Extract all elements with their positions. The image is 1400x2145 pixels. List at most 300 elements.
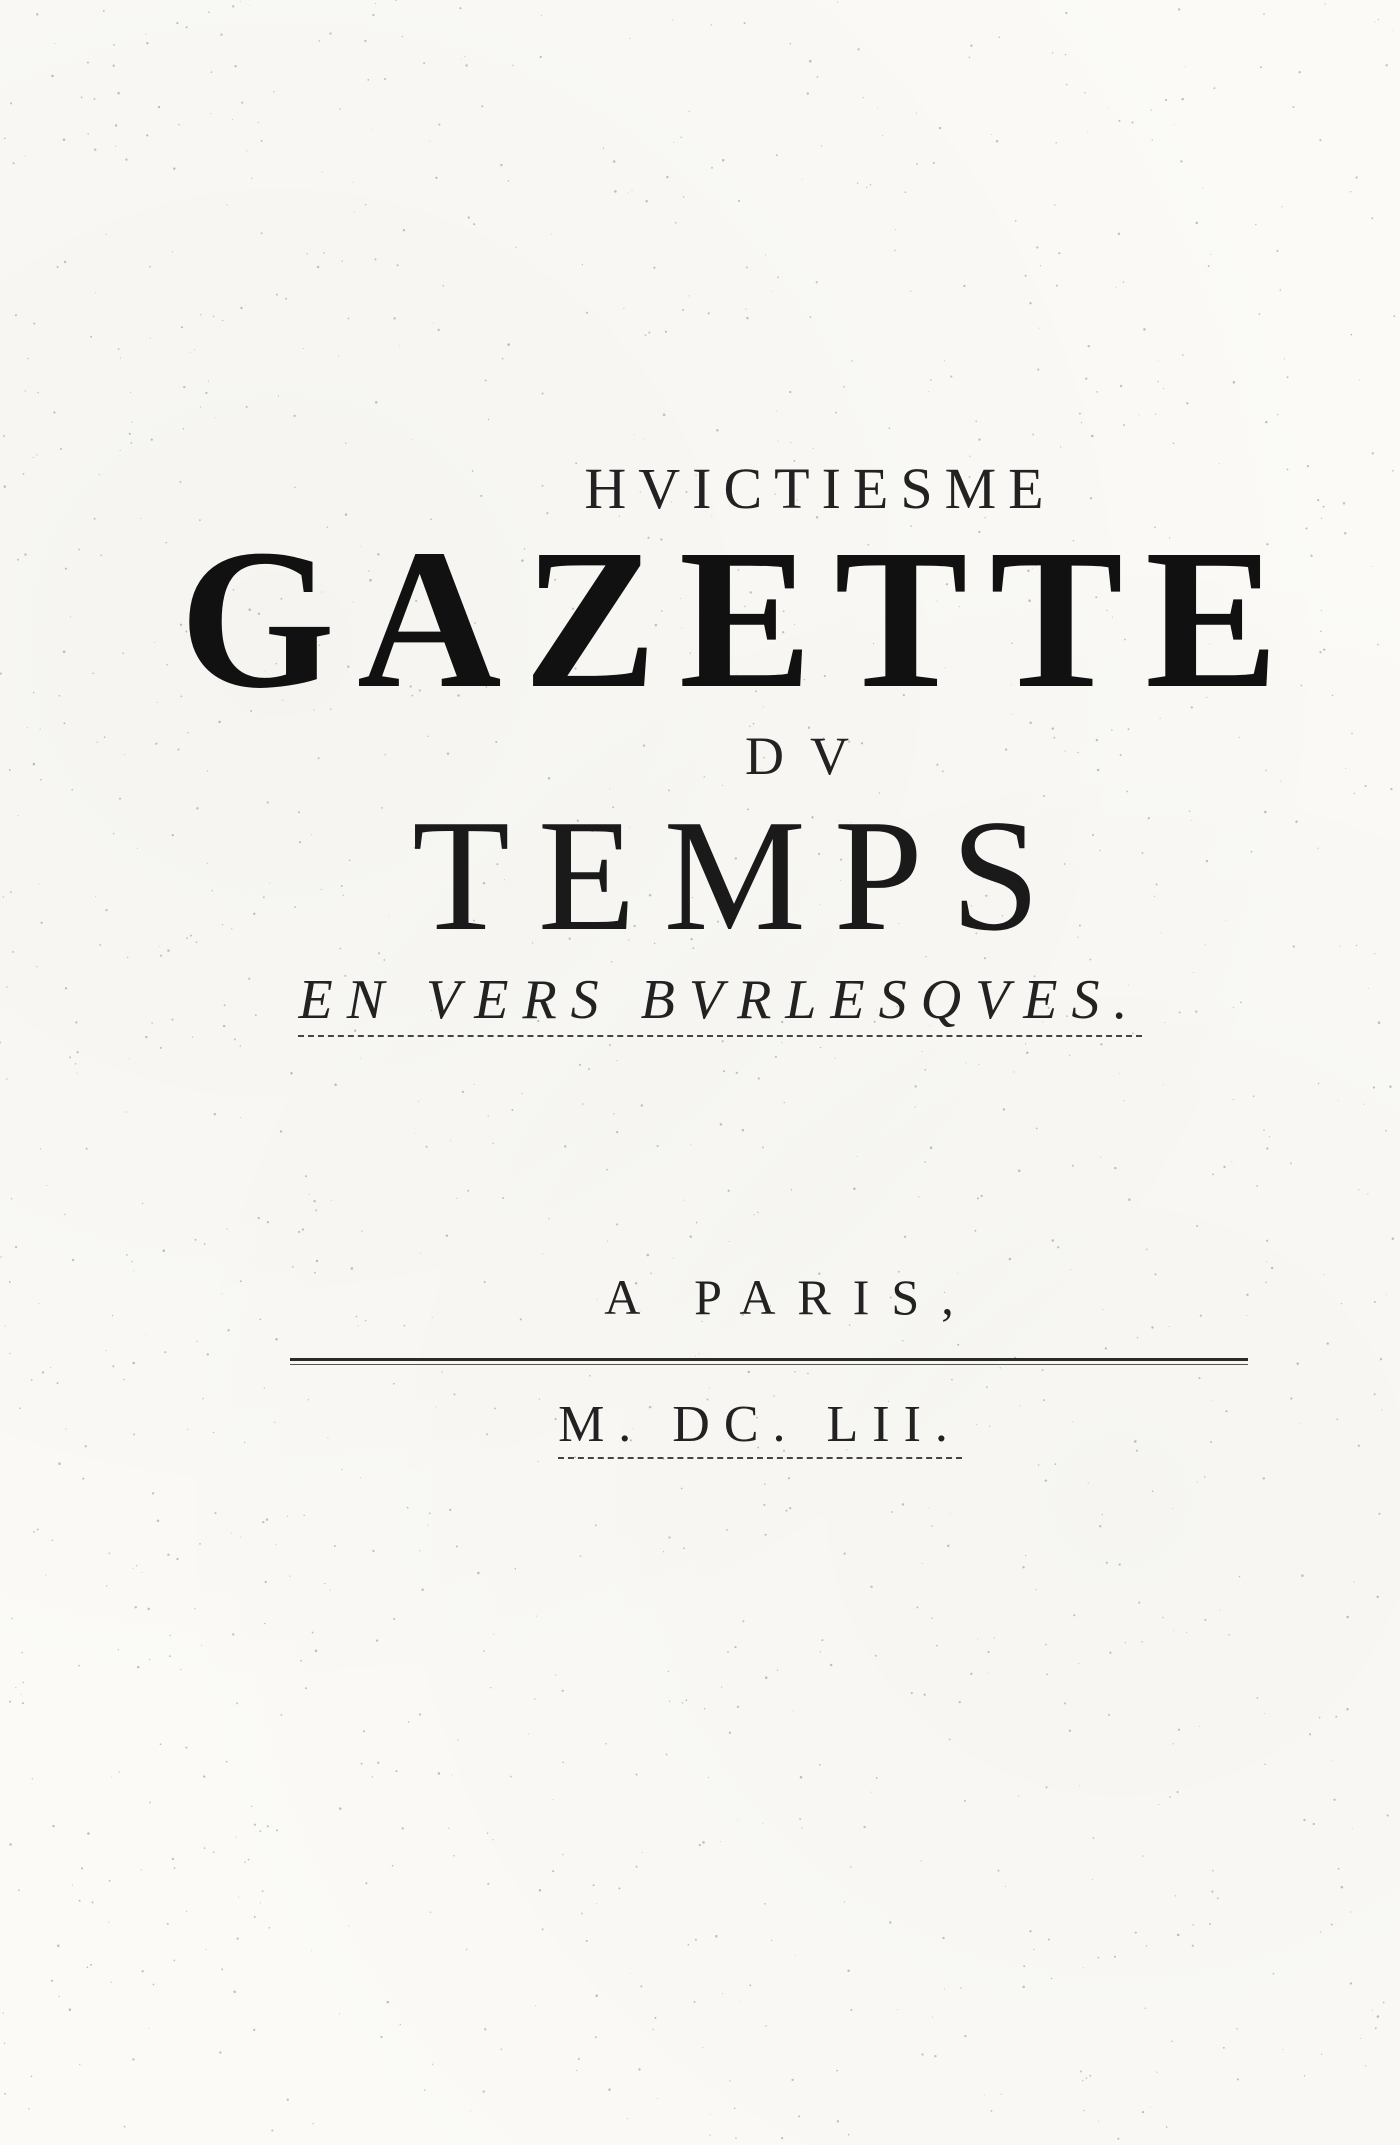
paper-speckle — [319, 40, 321, 42]
paper-speckle — [1276, 250, 1278, 252]
paper-speckle — [1005, 1886, 1006, 1887]
paper-speckle — [1196, 1225, 1198, 1227]
paper-speckle — [977, 1197, 979, 1199]
paper-speckle — [1145, 2008, 1146, 2009]
paper-speckle — [323, 252, 325, 254]
paper-speckle — [534, 1699, 535, 1700]
paper-speckle — [132, 1261, 133, 1262]
paper-speckle — [931, 1525, 933, 1527]
paper-speckle — [727, 1651, 729, 1653]
paper-speckle — [699, 1353, 700, 1354]
paper-speckle — [875, 1655, 877, 1657]
paper-speckle — [1018, 1170, 1021, 1173]
paper-speckle — [1156, 2071, 1157, 2072]
paper-speckle — [1118, 233, 1120, 235]
paper-speckle — [666, 176, 668, 178]
paper-speckle — [742, 1620, 744, 1622]
paper-speckle — [266, 1518, 268, 1520]
paper-speckle — [1325, 3, 1326, 4]
main-title: GAZETTE — [179, 509, 1301, 730]
paper-speckle — [456, 1198, 457, 1199]
paper-speckle — [372, 1776, 373, 1777]
paper-speckle — [1233, 381, 1236, 384]
paper-speckle — [1178, 1729, 1180, 1731]
paper-speckle — [605, 1743, 607, 1745]
paper-speckle — [994, 1637, 995, 1638]
paper-speckle — [1119, 1073, 1120, 1074]
paper-speckle — [1313, 1823, 1315, 1825]
paper-speckle — [789, 391, 791, 393]
paper-speckle — [1319, 1717, 1321, 1719]
paper-speckle — [145, 33, 146, 34]
paper-speckle — [837, 2120, 839, 2122]
paper-speckle — [978, 1064, 979, 1065]
paper-speckle — [931, 1617, 932, 1618]
paper-speckle — [1155, 414, 1156, 415]
paper-speckle — [63, 722, 65, 724]
paper-speckle — [262, 1521, 264, 1523]
paper-speckle — [427, 1524, 428, 1525]
paper-speckle — [220, 33, 222, 35]
paper-speckle — [668, 1536, 670, 1538]
paper-speckle — [31, 1379, 33, 1381]
paper-speckle — [236, 1702, 238, 1704]
paper-speckle — [603, 148, 604, 149]
paper-speckle — [213, 1851, 215, 1853]
paper-speckle — [124, 2126, 126, 2128]
paper-speckle — [1033, 1949, 1034, 1950]
paper-speckle — [372, 128, 373, 129]
paper-speckle — [1393, 30, 1394, 31]
paper-speckle — [618, 1887, 620, 1889]
paper-speckle — [1350, 1911, 1351, 1912]
paper-speckle — [1039, 328, 1040, 329]
paper-speckle — [125, 158, 127, 160]
paper-speckle — [23, 1682, 25, 1684]
paper-speckle — [334, 1084, 337, 1087]
paper-speckle — [502, 1197, 504, 1199]
paper-speckle — [470, 2110, 471, 2111]
paper-speckle — [916, 1606, 918, 1608]
paper-speckle — [36, 13, 38, 15]
paper-speckle — [562, 1854, 563, 1855]
paper-speckle — [928, 1507, 929, 1508]
paper-speckle — [208, 11, 210, 13]
paper-speckle — [728, 1190, 730, 1192]
paper-speckle — [1046, 1674, 1048, 1676]
paper-speckle — [438, 124, 440, 126]
paper-speckle — [951, 1379, 953, 1381]
paper-speckle — [1335, 1716, 1337, 1718]
paper-speckle — [372, 1550, 374, 1552]
paper-speckle — [1303, 1819, 1305, 1821]
paper-speckle — [862, 97, 863, 98]
subtitle-text: EN VERS BVRLESQVES. — [298, 969, 1141, 1037]
paper-speckle — [127, 957, 128, 958]
paper-speckle — [57, 1945, 60, 1948]
paper-speckle — [801, 1827, 802, 1828]
paper-speckle — [647, 1254, 650, 1257]
paper-speckle — [315, 1650, 318, 1653]
paper-speckle — [149, 266, 151, 268]
paper-speckle — [1320, 1931, 1321, 1932]
paper-speckle — [746, 317, 748, 319]
paper-speckle — [415, 1133, 416, 1134]
paper-speckle — [361, 1230, 362, 1231]
paper-speckle — [922, 1051, 923, 1052]
paper-speckle — [312, 1632, 314, 1634]
paper-speckle — [836, 2070, 838, 2072]
paper-speckle — [1260, 66, 1262, 68]
paper-speckle — [214, 1113, 216, 1115]
paper-speckle — [192, 1036, 193, 1037]
paper-speckle — [672, 19, 673, 20]
paper-speckle — [987, 1651, 989, 1653]
paper-speckle — [722, 1993, 723, 1994]
paper-speckle — [1087, 131, 1088, 132]
paper-speckle — [1385, 1130, 1387, 1132]
paper-speckle — [492, 1839, 493, 1840]
paper-speckle — [735, 2137, 737, 2139]
paper-speckle — [1089, 959, 1091, 961]
paper-speckle — [432, 2064, 433, 2065]
paper-speckle — [464, 56, 465, 57]
paper-speckle — [740, 2002, 741, 2003]
paper-speckle — [548, 1218, 549, 1219]
paper-speckle — [1378, 1513, 1380, 1515]
paper-speckle — [169, 1655, 171, 1657]
paper-speckle — [18, 1889, 20, 1891]
paper-speckle — [462, 1091, 464, 1093]
paper-speckle — [716, 429, 718, 431]
paper-speckle — [1174, 124, 1175, 125]
paper-speckle — [844, 1901, 845, 1902]
paper-speckle — [145, 1036, 147, 1038]
paper-speckle — [576, 2070, 577, 2071]
paper-speckle — [1051, 1978, 1053, 1980]
paper-speckle — [339, 1807, 342, 1810]
paper-speckle — [1082, 2080, 1083, 2081]
paper-speckle — [1217, 1897, 1219, 1899]
paper-speckle — [1177, 1934, 1180, 1937]
paper-speckle — [4, 2043, 5, 2044]
paper-speckle — [562, 1762, 564, 1764]
paper-speckle — [799, 1818, 801, 1820]
paper-speckle — [481, 105, 483, 107]
title-connector: DV — [745, 726, 875, 786]
paper-speckle — [894, 250, 896, 252]
paper-speckle — [1032, 434, 1034, 436]
paper-speckle — [673, 142, 674, 143]
paper-speckle — [21, 1652, 23, 1654]
paper-speckle — [380, 2036, 382, 2038]
paper-speckle — [10, 102, 12, 104]
paper-speckle — [1137, 1337, 1139, 1339]
paper-speckle — [1097, 1957, 1099, 1959]
paper-speckle — [123, 1379, 124, 1380]
paper-speckle — [200, 406, 201, 407]
paper-speckle — [722, 159, 725, 162]
paper-speckle — [684, 1200, 685, 1201]
paper-speckle — [1277, 414, 1278, 415]
paper-speckle — [552, 1870, 554, 1872]
paper-speckle — [1180, 160, 1182, 162]
paper-speckle — [1080, 2071, 1082, 2073]
paper-speckle — [902, 1340, 903, 1341]
paper-speckle — [1209, 1923, 1211, 1925]
paper-speckle — [607, 1241, 608, 1242]
paper-speckle — [348, 1925, 349, 1926]
paper-speckle — [1060, 446, 1061, 447]
paper-speckle — [58, 1462, 61, 1465]
paper-speckle — [259, 1830, 261, 1832]
paper-speckle — [367, 79, 369, 81]
paper-speckle — [174, 1960, 176, 1962]
paper-speckle — [910, 291, 911, 292]
paper-speckle — [1296, 1362, 1299, 1365]
paper-speckle — [1054, 204, 1055, 205]
paper-speckle — [400, 2024, 401, 2025]
paper-speckle — [928, 391, 929, 392]
paper-speckle — [1117, 2138, 1119, 2140]
paper-speckle — [877, 108, 878, 109]
paper-speckle — [850, 1866, 852, 1868]
paper-speckle — [237, 1938, 239, 1940]
paper-speckle — [748, 1371, 751, 1374]
paper-speckle — [764, 1903, 766, 1905]
paper-speckle — [1001, 2094, 1002, 2095]
paper-speckle — [1233, 1099, 1234, 1100]
paper-speckle — [1273, 1973, 1275, 1975]
paper-speckle — [763, 1823, 764, 1824]
paper-speckle — [1346, 1616, 1349, 1619]
paper-speckle — [210, 113, 211, 114]
paper-speckle — [1182, 354, 1184, 356]
paper-speckle — [936, 1645, 938, 1647]
paper-speckle — [1309, 1733, 1311, 1735]
paper-speckle — [1346, 1708, 1348, 1710]
paper-speckle — [709, 2134, 710, 2135]
paper-speckle — [289, 1575, 290, 1576]
paper-speckle — [1212, 1870, 1214, 1872]
paper-speckle — [1026, 1052, 1029, 1055]
paper-speckle — [3, 435, 5, 437]
paper-speckle — [876, 1777, 878, 1779]
paper-speckle — [708, 1777, 709, 1778]
paper-speckle — [807, 1373, 809, 1375]
paper-speckle — [376, 1639, 378, 1641]
paper-speckle — [474, 1084, 475, 1085]
paper-speckle — [69, 1056, 71, 1058]
paper-speckle — [788, 1477, 790, 1479]
paper-speckle — [551, 234, 552, 235]
paper-speckle — [424, 2089, 425, 2090]
paper-speckle — [429, 141, 430, 142]
paper-speckle — [132, 1362, 135, 1365]
paper-speckle — [147, 1608, 150, 1611]
paper-speckle — [1186, 402, 1188, 404]
paper-speckle — [151, 439, 153, 441]
paper-speckle — [131, 422, 132, 423]
paper-speckle — [645, 200, 647, 202]
paper-speckle — [1102, 1514, 1103, 1515]
paper-speckle — [87, 1966, 89, 1968]
paper-speckle — [1108, 1714, 1110, 1716]
paper-speckle — [1256, 1697, 1258, 1699]
paper-speckle — [680, 136, 681, 137]
paper-speckle — [45, 1575, 46, 1576]
paper-speckle — [1086, 2077, 1088, 2079]
paper-speckle — [1266, 1240, 1268, 1242]
paper-speckle — [120, 358, 121, 359]
paper-speckle — [423, 62, 425, 64]
paper-speckle — [1079, 413, 1081, 415]
paper-speckle — [1199, 1377, 1201, 1379]
paper-speckle — [682, 1702, 684, 1704]
paper-speckle — [403, 229, 405, 231]
paper-speckle — [1371, 217, 1373, 219]
paper-speckle — [1185, 66, 1186, 67]
paper-speckle — [791, 2079, 793, 2081]
paper-speckle — [850, 2009, 852, 2011]
paper-speckle — [1172, 1508, 1173, 1509]
paper-speckle — [1284, 358, 1285, 359]
paper-speckle — [669, 1701, 670, 1702]
paper-speckle — [94, 98, 96, 100]
paper-speckle — [944, 1988, 945, 1989]
paper-speckle — [246, 406, 248, 408]
paper-speckle — [360, 1058, 361, 1059]
paper-speckle — [167, 1554, 169, 1556]
paper-speckle — [395, 1770, 397, 1772]
paper-speckle — [4, 2093, 6, 2095]
paper-speckle — [9, 1353, 10, 1354]
paper-speckle — [204, 1243, 206, 1245]
paper-speckle — [645, 334, 647, 336]
paper-speckle — [456, 1546, 458, 1548]
paper-speckle — [959, 1701, 961, 1703]
paper-speckle — [449, 1509, 451, 1511]
paper-speckle — [94, 148, 96, 150]
paper-speckle — [72, 1884, 73, 1885]
paper-speckle — [934, 2055, 936, 2057]
paper-speckle — [32, 1778, 33, 1779]
paper-speckle — [1266, 1147, 1268, 1149]
paper-speckle — [365, 204, 367, 206]
paper-speckle — [920, 1860, 921, 1861]
paper-speckle — [636, 1866, 638, 1868]
paper-speckle — [1377, 2015, 1380, 2018]
paper-speckle — [988, 1672, 989, 1673]
paper-speckle — [466, 1949, 467, 1950]
paper-speckle — [851, 360, 853, 362]
paper-speckle — [502, 358, 504, 360]
paper-speckle — [334, 1545, 336, 1547]
paper-speckle — [1177, 1791, 1179, 1793]
paper-speckle — [1143, 328, 1146, 331]
paper-speckle — [628, 193, 629, 194]
paper-speckle — [653, 2029, 654, 2030]
paper-speckle — [275, 1544, 276, 1545]
paper-speckle — [1186, 1632, 1187, 1633]
paper-speckle — [582, 1103, 584, 1105]
paper-speckle — [160, 1047, 162, 1049]
paper-speckle — [891, 1511, 893, 1513]
paper-speckle — [1163, 388, 1164, 389]
paper-speckle — [40, 1148, 41, 1149]
paper-speckle — [90, 1964, 92, 1966]
paper-speckle — [1045, 1644, 1047, 1646]
paper-speckle — [173, 167, 176, 170]
paper-speckle — [339, 108, 340, 109]
paper-speckle — [1105, 1347, 1107, 1349]
paper-speckle — [540, 56, 542, 58]
paper-speckle — [614, 190, 617, 193]
paper-speckle — [737, 1706, 739, 1708]
paper-speckle — [232, 5, 234, 7]
paper-speckle — [981, 1195, 983, 1197]
paper-speckle — [835, 412, 837, 414]
paper-speckle — [552, 1799, 553, 1800]
paper-speckle — [136, 1565, 137, 1566]
paper-speckle — [372, 14, 374, 16]
paper-speckle — [1065, 54, 1067, 56]
paper-speckle — [234, 1038, 236, 1040]
paper-speckle — [1025, 275, 1027, 277]
paper-speckle — [163, 1249, 166, 1252]
paper-speckle — [27, 358, 29, 360]
paper-speckle — [1181, 98, 1183, 100]
paper-speckle — [863, 1826, 865, 1828]
paper-speckle — [1088, 1483, 1089, 1484]
paper-speckle — [262, 1890, 264, 1892]
paper-speckle — [1142, 1855, 1143, 1856]
paper-speckle — [542, 1928, 544, 1930]
paper-speckle — [790, 442, 791, 443]
paper-speckle — [708, 312, 710, 314]
paper-speckle — [53, 411, 55, 413]
paper-speckle — [915, 1107, 916, 1108]
paper-speckle — [302, 1228, 304, 1230]
paper-speckle — [753, 1214, 754, 1215]
paper-speckle — [132, 2058, 134, 2060]
paper-speckle — [233, 1991, 236, 1994]
paper-speckle — [1208, 265, 1210, 267]
paper-speckle — [55, 43, 56, 44]
paper-speckle — [964, 2035, 966, 2037]
paper-speckle — [91, 1901, 93, 1903]
paper-speckle — [776, 154, 778, 156]
paper-speckle — [1255, 224, 1257, 226]
paper-speckle — [244, 1861, 245, 1862]
paper-speckle — [922, 1563, 923, 1564]
imprint-year — [0, 1395, 1400, 1454]
paper-speckle — [957, 1344, 959, 1346]
paper-speckle — [1341, 1886, 1344, 1889]
paper-speckle — [682, 309, 684, 311]
paper-speckle — [1158, 1804, 1159, 1805]
paper-speckle — [186, 26, 188, 28]
paper-speckle — [487, 1832, 489, 1834]
paper-speckle — [195, 1239, 197, 1241]
paper-speckle — [1092, 1879, 1093, 1880]
paper-speckle — [52, 1825, 54, 1827]
paper-speckle — [200, 314, 201, 315]
paper-speckle — [870, 1586, 872, 1588]
paper-speckle — [58, 1996, 59, 1997]
paper-speckle — [1037, 369, 1039, 371]
paper-speckle — [309, 1194, 310, 1195]
